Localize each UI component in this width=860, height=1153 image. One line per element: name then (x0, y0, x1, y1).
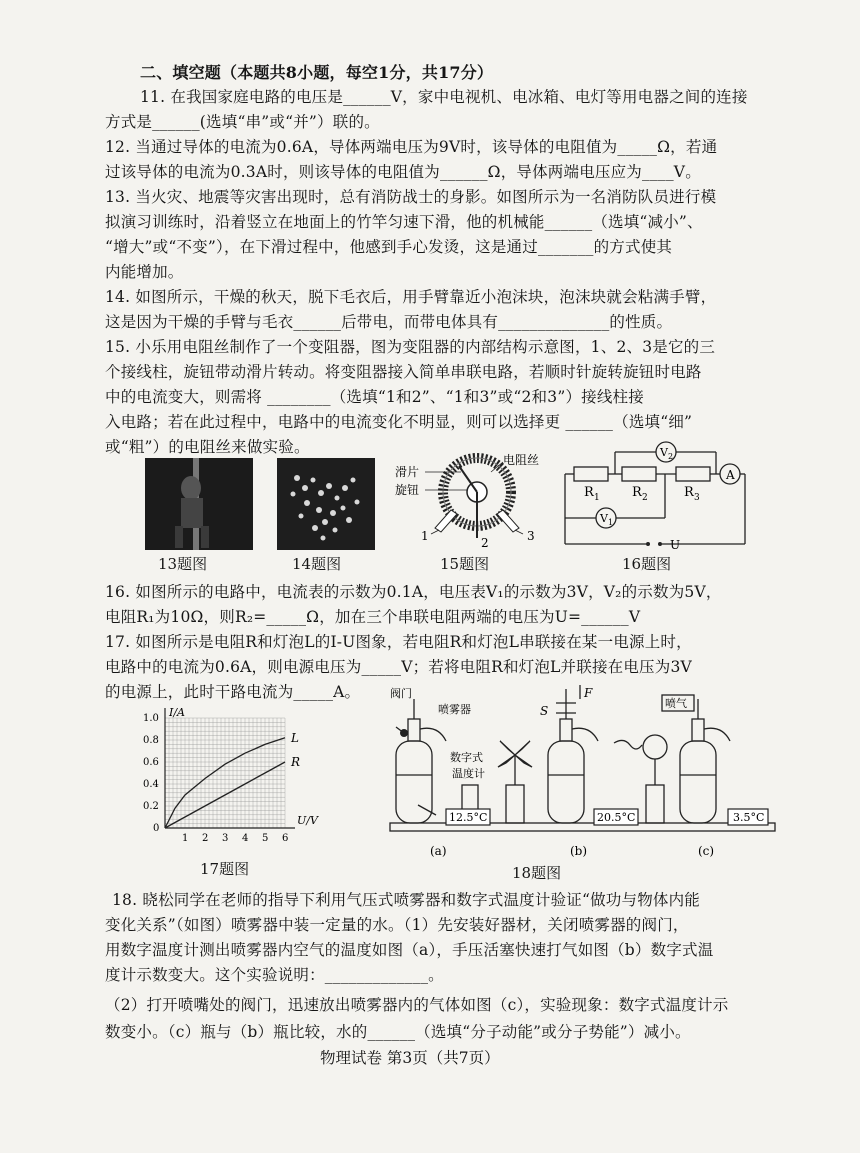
figure-18-caption: 18题图 (512, 864, 562, 882)
figure-16-circuit (560, 438, 750, 550)
question-18-line-2: 变化关系”（如图）喷雾器中装一定量的水。（1）先安装好器材，关闭喷雾器的阀门， (105, 916, 689, 934)
page-footer: 物理试卷 第3页（共7页） (320, 1049, 500, 1067)
thermometer-label-1: 数字式 (450, 751, 483, 764)
question-14-line-1: 14. 如图所示，干燥的秋天，脱下毛衣后，用手臂靠近小泡沫块，泡沫块就会粘满手臂， (105, 288, 717, 306)
firefighter-image (145, 458, 253, 550)
figure-13-caption: 13题图 (158, 555, 208, 573)
figure-15-caption: 15题图 (440, 555, 490, 573)
question-12-line-2: 过该导体的电流为0.3A时，则该导体的电阻值为______Ω，导体两端电压应为____V。 (105, 163, 701, 181)
question-15-line-3: 中的电流变大，则需将 ________（选填“1和2”、“1和3”或“2和3”）接线柱接 (105, 388, 644, 406)
jet-label: 喷气 (665, 697, 687, 710)
resistance-wire-label: 电阻丝 (503, 453, 540, 467)
foam-arm-image (277, 458, 375, 550)
r3-label: R (684, 485, 694, 500)
terminal-3-label: 3 (527, 529, 535, 543)
y-tick-label: 0.6 (143, 757, 159, 768)
knob-label: 旋钮 (395, 483, 420, 497)
question-13-line-2: 拟演习训练时，沿着竖立在地面上的竹竿匀速下滑，他的机械能______（选填“减小”、 (105, 213, 703, 231)
figure-17-caption: 17题图 (200, 860, 250, 878)
u-label: U (670, 538, 681, 550)
x-tick-label: 1 (182, 833, 189, 844)
question-14-line-2: 这是因为干燥的手臂与毛衣______后带电，而带电体具有______________的性质。 (105, 313, 673, 331)
y-axis-label: I/A (169, 706, 185, 719)
x-tick-label: 4 (242, 833, 249, 844)
figure-14-photo (277, 458, 375, 550)
r2-subscript: 2 (642, 493, 648, 503)
r1-subscript: 1 (594, 493, 600, 503)
question-18-line-5: （2）打开喷嘴处的阀门，迅速放出喷雾器内的气体如图（c），实验现象：数字式温度计示 (105, 996, 729, 1014)
v1-subscript: 1 (608, 518, 614, 527)
reading-c: 3.5°C (733, 811, 765, 824)
question-17-line-2: 电路中的电流为0.6A，则电源电压为_____V；若将电阻R和灯泡L并联接在电压为3V (105, 658, 692, 676)
question-13-line-4: 内能增加。 (105, 263, 184, 281)
y-tick-label: 0.2 (143, 801, 159, 812)
v2-label: V (660, 446, 668, 459)
v1-label: V (600, 512, 608, 525)
figure-13-photo (145, 458, 253, 550)
label-c: (c) (698, 844, 715, 858)
rheostat-diagram (395, 450, 555, 550)
label-b: (b) (570, 844, 588, 858)
figure-17-chart (135, 700, 325, 850)
r2-label: R (632, 485, 642, 500)
series-label-L: L (291, 730, 299, 745)
y-tick-label: 1.0 (143, 713, 159, 724)
question-16-line-1: 16. 如图所示的电路中，电流表的示数为0.1A，电压表V₁的示数为3V，V₂的示数为5V， (105, 583, 722, 601)
sprayer-label: 喷雾器 (438, 703, 471, 716)
question-11-line-1: 11. 在我国家庭电路的电压是______V，家中电视机、电冰箱、电灯等用电器之间的连接 (140, 88, 748, 106)
figure-15-rheostat (395, 450, 555, 550)
terminal-2-label: 2 (481, 536, 489, 550)
r1-label: R (584, 485, 594, 500)
question-17-line-3: 的电源上，此时干路电流为_____A。 (105, 683, 361, 701)
reading-b: 20.5°C (597, 811, 636, 824)
question-15-line-5: 或“粗”）的电阻丝来做实验。 (105, 438, 310, 456)
r3-subscript: 3 (694, 493, 700, 503)
y-tick-label: 0.8 (143, 735, 159, 746)
question-18-line-1: 18. 晓松同学在老师的指导下利用气压式喷雾器和数字式温度计验证“做功与物体内能 (112, 891, 701, 909)
question-13-line-1: 13. 当火灾、地震等灾害出现时，总有消防战士的身影。如图所示为一名消防队员进行模 (105, 188, 717, 206)
question-18-line-3: 用数字温度计测出喷雾器内空气的温度如图（a），手压活塞快速打气如图（b）数字式温 (105, 941, 714, 959)
terminal-1-label: 1 (421, 529, 429, 543)
force-label: F (584, 686, 593, 700)
figure-14-caption: 14题图 (292, 555, 342, 573)
distance-label: S (540, 704, 549, 718)
x-tick-label: 2 (202, 833, 209, 844)
iu-chart (135, 700, 325, 850)
question-17-line-1: 17. 如图所示是电阻R和灯泡L的I-U图象，若电阻R和灯泡L串联接在某一电源上时， (105, 633, 692, 651)
question-11-line-2: 方式是______(选填“串”或“并”）联的。 (105, 113, 380, 131)
thermometer-label-2: 温度计 (452, 767, 485, 780)
x-tick-label: 0 (153, 823, 160, 834)
v2-subscript: 2 (668, 452, 674, 461)
question-15-line-2: 个接线柱，旋钮带动滑片转动。将变阻器接入简单串联电路，若顺时针旋转旋钮时电路 (105, 363, 702, 381)
question-18-line-6: 数变小。（c）瓶与（b）瓶比较，水的______（选填“分子动能”或分子势能”）减小。 (105, 1023, 691, 1041)
circuit-diagram (560, 438, 750, 550)
question-15-line-4: 入电路；若在此过程中，电路中的电流变化不明显，则可以选择更 ______（选填“细” (105, 413, 693, 431)
reading-a: 12.5°C (449, 811, 488, 824)
series-label-R: R (291, 755, 301, 769)
slider-label: 滑片 (395, 465, 420, 479)
question-15-line-1: 15. 小乐用电阻丝制作了一个变阻器，图为变阻器的内部结构示意图，1、2、3是它的三 (105, 338, 716, 356)
x-tick-label: 6 (282, 833, 289, 844)
section-title: 二、填空题（本题共8小题，每空1分，共17分） (140, 63, 494, 82)
y-tick-label: 0.4 (143, 779, 159, 790)
question-18-line-4: 度计示数变大。这个实验说明：_____________。 (105, 966, 444, 984)
x-tick-label: 3 (222, 833, 229, 844)
sprayer-experiment-diagram (380, 685, 780, 860)
sprayer-c (614, 695, 730, 823)
figure-16-caption: 16题图 (622, 555, 672, 573)
ammeter-label: A (726, 468, 735, 482)
x-tick-label: 5 (262, 833, 269, 844)
question-16-line-2: 电阻R₁为10Ω，则R₂=_____Ω，加在三个串联电阻两端的电压为U=______V (105, 608, 641, 626)
valve-label: 阀门 (390, 687, 412, 700)
x-axis-label: U/V (297, 814, 318, 827)
question-13-line-3: “增大”或“不变”），在下滑过程中，他感到手心发烫，这是通过_______的方式使其 (105, 238, 673, 256)
question-12-line-1: 12. 当通过导体的电流为0.6A，导体两端电压为9V时，该导体的电阻值为_____Ω，若通 (105, 138, 718, 156)
label-a: (a) (430, 844, 447, 858)
figure-18-experiment (380, 685, 780, 860)
